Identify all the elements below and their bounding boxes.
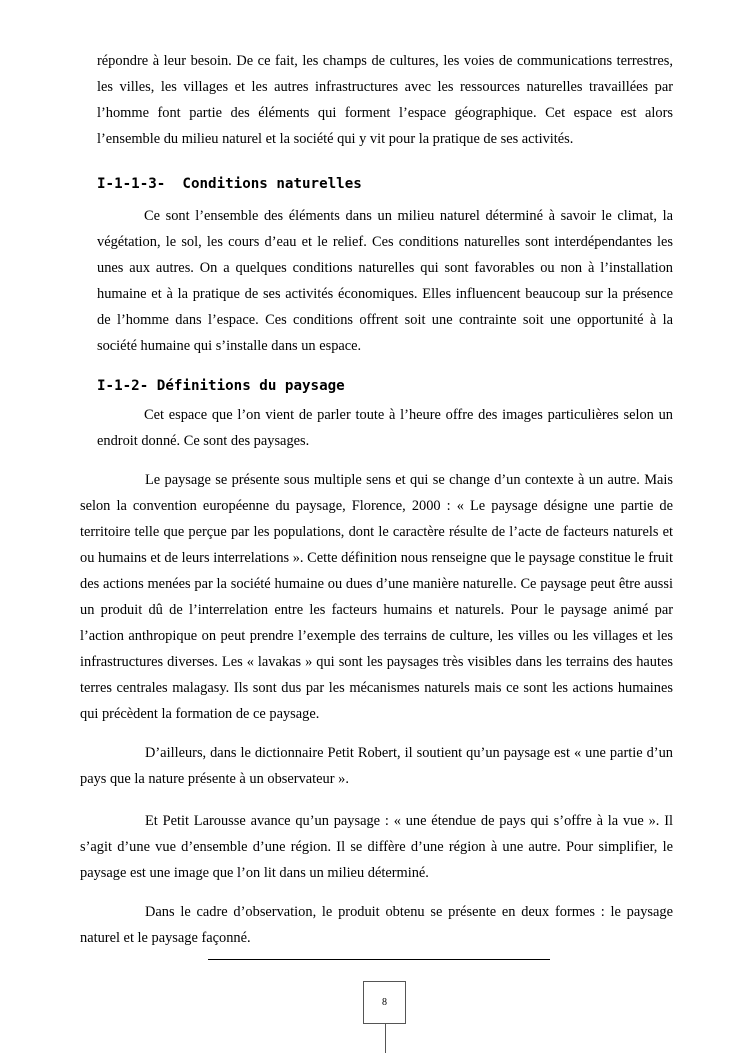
paragraph-convention-europeenne: Le paysage se présente sous multiple sens et qui se change d’un contexte à un autre. Mais selon la convention européenne du paysage, Florence, 2000 : « Le paysage désigne une partie de territoire telle que perçue par les populations, dont le caractère résulte de l’acte de facteurs naturels et ou humains et de leurs interrelations ». Cette définition nous renseigne que le paysage constitue le fruit des actions menées par la société humaine ou dues d’une manière naturelle. Ce paysage peut être aussi un produit dû de l’interrelation entre les facteurs humains et naturels. Pour le paysage animé par l’action anthropique on peut prendre l’exemple des terrains de culture, les villes ou les villages et les infrastructures diverses. Les « lavakas » qui sont les paysages très visibles dans les terrains des hautes terres centrales malagasy. Ils sont dus par les mécanismes naturels mais ce sont les actions humaines qui précèdent la formation de ce paysage. — [80, 472, 673, 722]
heading-conditions-naturelles: I-1-1-3- Conditions naturelles — [97, 176, 362, 192]
paragraph-espace-images: Cet espace que l’on vient de parler toute à l’heure offre des images particulières selon un endroit donné. Ce sont des paysages. — [97, 407, 673, 449]
footer-divider — [208, 959, 550, 960]
heading-definitions-paysage: I-1-2- Définitions du paysage — [97, 378, 345, 394]
paragraph-cadre-observation: Dans le cadre d’observation, le produit obtenu se présente en deux formes : le paysage naturel et le paysage façonné. — [80, 904, 673, 946]
paragraph-petit-larousse: Et Petit Larousse avance qu’un paysage : « une étendue de pays qui s’offre à la vue ». Il s’agit d’une vue d’ensemble d’une région. Il se diffère d’une région à une autre. Pour simplifier, le paysage est une image que l’on lit dans un milieu déterminé. — [80, 813, 673, 881]
paragraph-espace-geographique: répondre à leur besoin. De ce fait, les champs de cultures, les voies de communications terrestres, les villes, les villages et les autres infrastructures avec les ressources naturelles travaillées par l’homme font partie des éléments qui forment l’espace géographique. Cet espace est alors l’ensemble du milieu naturel et la société qui y vit pour la pratique de ses activités. — [97, 53, 673, 147]
paragraph-petit-robert: D’ailleurs, dans le dictionnaire Petit Robert, il soutient qu’un paysage est « une partie d’un pays que la nature présente à un observateur ». — [80, 745, 673, 787]
page-number-connector — [385, 1024, 386, 1053]
page-number-box — [363, 981, 406, 1024]
page-number: 8 — [382, 997, 387, 1008]
paragraph-conditions-naturelles: Ce sont l’ensemble des éléments dans un milieu naturel déterminé à savoir le climat, la végétation, le sol, les cours d’eau et le relief. Ces conditions naturelles sont interdépendantes les unes aux autres. On a quelques conditions naturelles qui sont favorables ou non à l’installation humaine et à la pratique de ses activités économiques. Elles influencent beaucoup sur la présence de l’homme dans l’espace. Ces conditions offrent soit une contrainte soit une opportunité à la société humaine qui s’installe dans un espace. — [97, 208, 673, 354]
